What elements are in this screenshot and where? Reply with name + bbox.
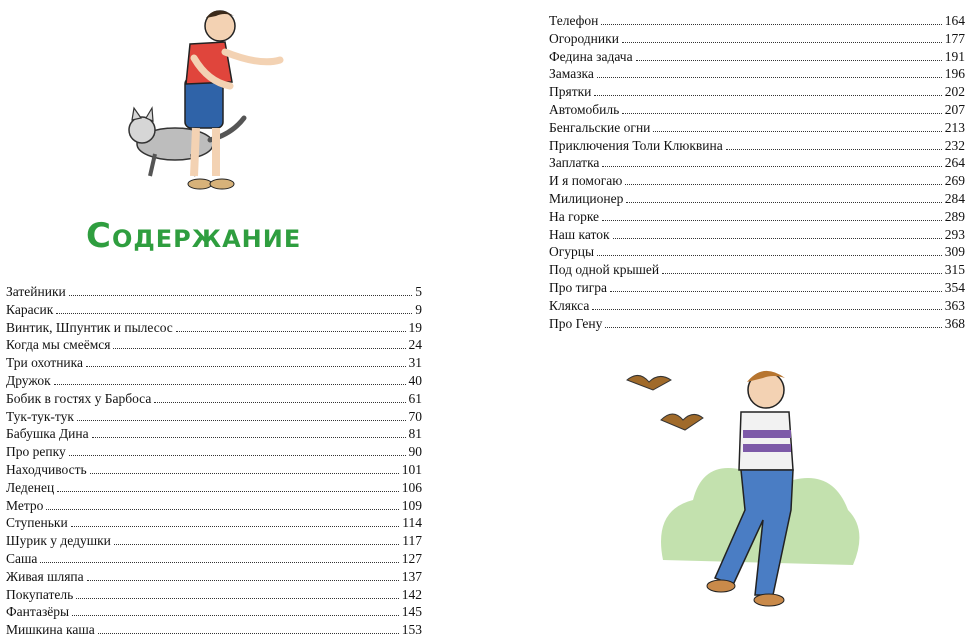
toc-entry-title: Автомобиль [549, 101, 620, 117]
toc-entry-page-number: 315 [944, 262, 965, 278]
toc-leader-dots [114, 544, 399, 545]
toc-entry-page-number: 40 [408, 372, 422, 388]
toc-entry-title: Метро [6, 497, 44, 513]
toc-entry [549, 172, 965, 190]
toc-entry-title: Бабушка Дина [6, 426, 89, 442]
toc-entry-title: Про репку [6, 444, 66, 460]
toc-leader-dots [69, 455, 406, 456]
toc-entry [6, 390, 422, 408]
toc-entry [6, 425, 422, 443]
toc-leader-dots [622, 42, 942, 43]
toc-entry-title: Прятки [549, 84, 592, 100]
toc-entry-title: Три охотника [6, 355, 83, 371]
toc-entry-page-number: 191 [944, 48, 965, 64]
toc-leader-dots [76, 598, 398, 599]
toc-entry-title: Леденец [6, 479, 55, 495]
toc-entry-page-number: 264 [944, 155, 965, 171]
toc-leader-dots [601, 24, 941, 25]
toc-entry-page-number: 61 [408, 390, 422, 406]
toc-entry-title: Про Гену [549, 315, 603, 331]
toc-leader-dots [726, 149, 942, 150]
toc-entry [549, 65, 965, 83]
toc-leader-dots [592, 309, 941, 310]
toc-entry [6, 301, 422, 319]
toc-entry-page-number: 9 [415, 301, 422, 317]
toc-entry-page-number: 114 [402, 515, 422, 531]
toc-entry-title: Фантазёры [6, 604, 70, 620]
toc-entry-title: Милиционер [549, 190, 624, 206]
toc-entry [549, 226, 965, 244]
toc-entry-page-number: 232 [944, 137, 965, 153]
toc-entry-page-number: 106 [401, 479, 422, 495]
toc-entry-page-number: 207 [944, 101, 965, 117]
toc-leader-dots [610, 291, 942, 292]
toc-leader-dots [613, 238, 942, 239]
toc-leader-dots [597, 77, 942, 78]
toc-leader-dots [625, 184, 941, 185]
toc-entry-page-number: 70 [408, 408, 422, 424]
toc-entry-title: Тук-тук-тук [6, 408, 74, 424]
toc-entry-page-number: 127 [401, 550, 422, 566]
toc-leader-dots [594, 95, 941, 96]
toc-leader-dots [69, 295, 412, 296]
toc-entry-page-number: 309 [944, 244, 965, 260]
toc-entry-page-number: 269 [944, 173, 965, 189]
toc-entry [6, 354, 422, 372]
toc-leader-dots [605, 327, 941, 328]
toc-entry [549, 12, 965, 30]
toc-leader-dots [636, 60, 942, 61]
toc-entry [549, 137, 965, 155]
toc-leader-dots [77, 420, 406, 421]
toc-entry-title: Живая шляпа [6, 568, 84, 584]
toc-leader-dots [40, 562, 398, 563]
toc-entry-title: Находчивость [6, 461, 87, 477]
toc-entry-page-number: 293 [944, 226, 965, 242]
toc-entry [549, 190, 965, 208]
toc-entry-title: Бобик в гостях у Барбоса [6, 390, 152, 406]
toc-entry-title: Ступеньки [6, 515, 68, 531]
toc-leader-dots [597, 255, 942, 256]
toc-leader-dots [113, 348, 405, 349]
toc-entry-page-number: 117 [402, 533, 422, 549]
toc-leader-dots [602, 220, 942, 221]
toc-entry-title: Огурцы [549, 244, 595, 260]
toc-entry-page-number: 368 [944, 315, 965, 331]
toc-leader-dots [56, 313, 412, 314]
toc-entry [6, 603, 422, 621]
boy-with-cat-illustration [120, 4, 310, 194]
toc-leader-dots [87, 580, 399, 581]
toc-entry [6, 443, 422, 461]
toc-entry-page-number: 142 [401, 586, 422, 602]
toc-entry [549, 154, 965, 172]
toc-entry [6, 283, 422, 301]
toc-entry-title: Федина задача [549, 48, 633, 64]
toc-entry-page-number: 284 [944, 190, 965, 206]
toc-leader-dots [662, 273, 942, 274]
toc-entry-title: Винтик, Шпунтик и пылесос [6, 319, 173, 335]
toc-entry-title: Замазка [549, 66, 594, 82]
toc-leader-dots [98, 633, 399, 634]
page-title: Содержание [86, 216, 302, 256]
toc-leader-dots [176, 331, 406, 332]
toc-entry-title: Покупатель [6, 586, 74, 602]
toc-entry [549, 208, 965, 226]
toc-entry-title: Дружок [6, 372, 51, 388]
toc-entry [549, 83, 965, 101]
toc-entry [6, 550, 422, 568]
toc-leader-dots [154, 402, 405, 403]
toc-entry-title: Заплатка [549, 155, 600, 171]
toc-entry [549, 315, 965, 333]
toc-entry-title: Затейники [6, 284, 66, 299]
toc-leader-dots [626, 202, 941, 203]
toc-entry-title: Телефон [549, 13, 599, 28]
toc-leader-dots [72, 615, 399, 616]
toc-entry-title: На горке [549, 208, 600, 224]
toc-entry [6, 479, 422, 497]
toc-entry [6, 621, 422, 639]
toc-entry-title: И я помогаю [549, 173, 623, 189]
toc-entry [6, 336, 422, 354]
toc-entry-page-number: 363 [944, 297, 965, 313]
toc-entry [6, 319, 422, 337]
toc-entry-title: Наш каток [549, 226, 610, 242]
toc-entry-title: Клякса [549, 297, 590, 313]
toc-entry-page-number: 354 [944, 279, 965, 295]
toc-entry-title: Карасик [6, 301, 54, 317]
toc-entry-title: Про тигра [549, 279, 608, 295]
boy-with-birds-illustration [623, 360, 873, 610]
toc-entry [549, 243, 965, 261]
toc-entry-page-number: 109 [401, 497, 422, 513]
toc-entry-page-number: 289 [944, 208, 965, 224]
toc-leader-dots [92, 437, 406, 438]
toc-leader-dots [71, 526, 400, 527]
toc-entry [6, 372, 422, 390]
toc-entry-page-number: 164 [944, 13, 965, 28]
toc-leader-dots [54, 384, 406, 385]
toc-entry-title: Огородники [549, 30, 619, 46]
toc-entry [549, 261, 965, 279]
toc-entry-page-number: 31 [408, 355, 422, 371]
toc-entry [6, 497, 422, 515]
toc-entry-title: Шурик у дедушки [6, 533, 111, 549]
toc-leader-dots [57, 491, 399, 492]
toc-leader-dots [622, 113, 941, 114]
toc-entry-page-number: 24 [408, 337, 422, 353]
toc-entry [6, 461, 422, 479]
toc-entry [549, 119, 965, 137]
toc-leader-dots [90, 473, 399, 474]
right-page [483, 0, 966, 640]
toc-entry-page-number: 81 [408, 426, 422, 442]
toc-entry-page-number: 213 [944, 119, 965, 135]
toc-entry [6, 408, 422, 426]
toc-entry [549, 101, 965, 119]
toc-leader-dots [653, 131, 941, 132]
toc-entry [549, 30, 965, 48]
toc-entry-title: Приключения Толи Клюквина [549, 137, 723, 153]
toc-entry-page-number: 19 [408, 319, 422, 335]
toc-entry-page-number: 153 [401, 622, 422, 638]
toc-entry-title: Саша [6, 550, 38, 566]
toc-leader-dots [602, 166, 941, 167]
toc-entry [549, 48, 965, 66]
toc-entry-page-number: 137 [401, 568, 422, 584]
toc-leader-dots [46, 509, 398, 510]
toc-entry [549, 279, 965, 297]
table-of-contents-left [6, 283, 422, 639]
toc-entry-page-number: 5 [415, 284, 422, 299]
toc-entry-title: Под одной крышей [549, 262, 660, 278]
toc-entry [549, 297, 965, 315]
toc-entry-page-number: 101 [401, 461, 422, 477]
toc-leader-dots [86, 366, 406, 367]
toc-entry [6, 586, 422, 604]
toc-entry-title: Когда мы смеёмся [6, 337, 111, 353]
toc-entry-page-number: 202 [944, 84, 965, 100]
toc-entry [6, 532, 422, 550]
toc-entry-title: Мишкина каша [6, 622, 95, 638]
toc-entry-page-number: 196 [944, 66, 965, 82]
toc-entry-page-number: 177 [944, 30, 965, 46]
toc-entry-page-number: 145 [401, 604, 422, 620]
toc-entry-title: Бенгальские огни [549, 119, 651, 135]
toc-entry [6, 514, 422, 532]
toc-entry-page-number: 90 [408, 444, 422, 460]
table-of-contents-right [549, 12, 965, 332]
toc-entry [6, 568, 422, 586]
